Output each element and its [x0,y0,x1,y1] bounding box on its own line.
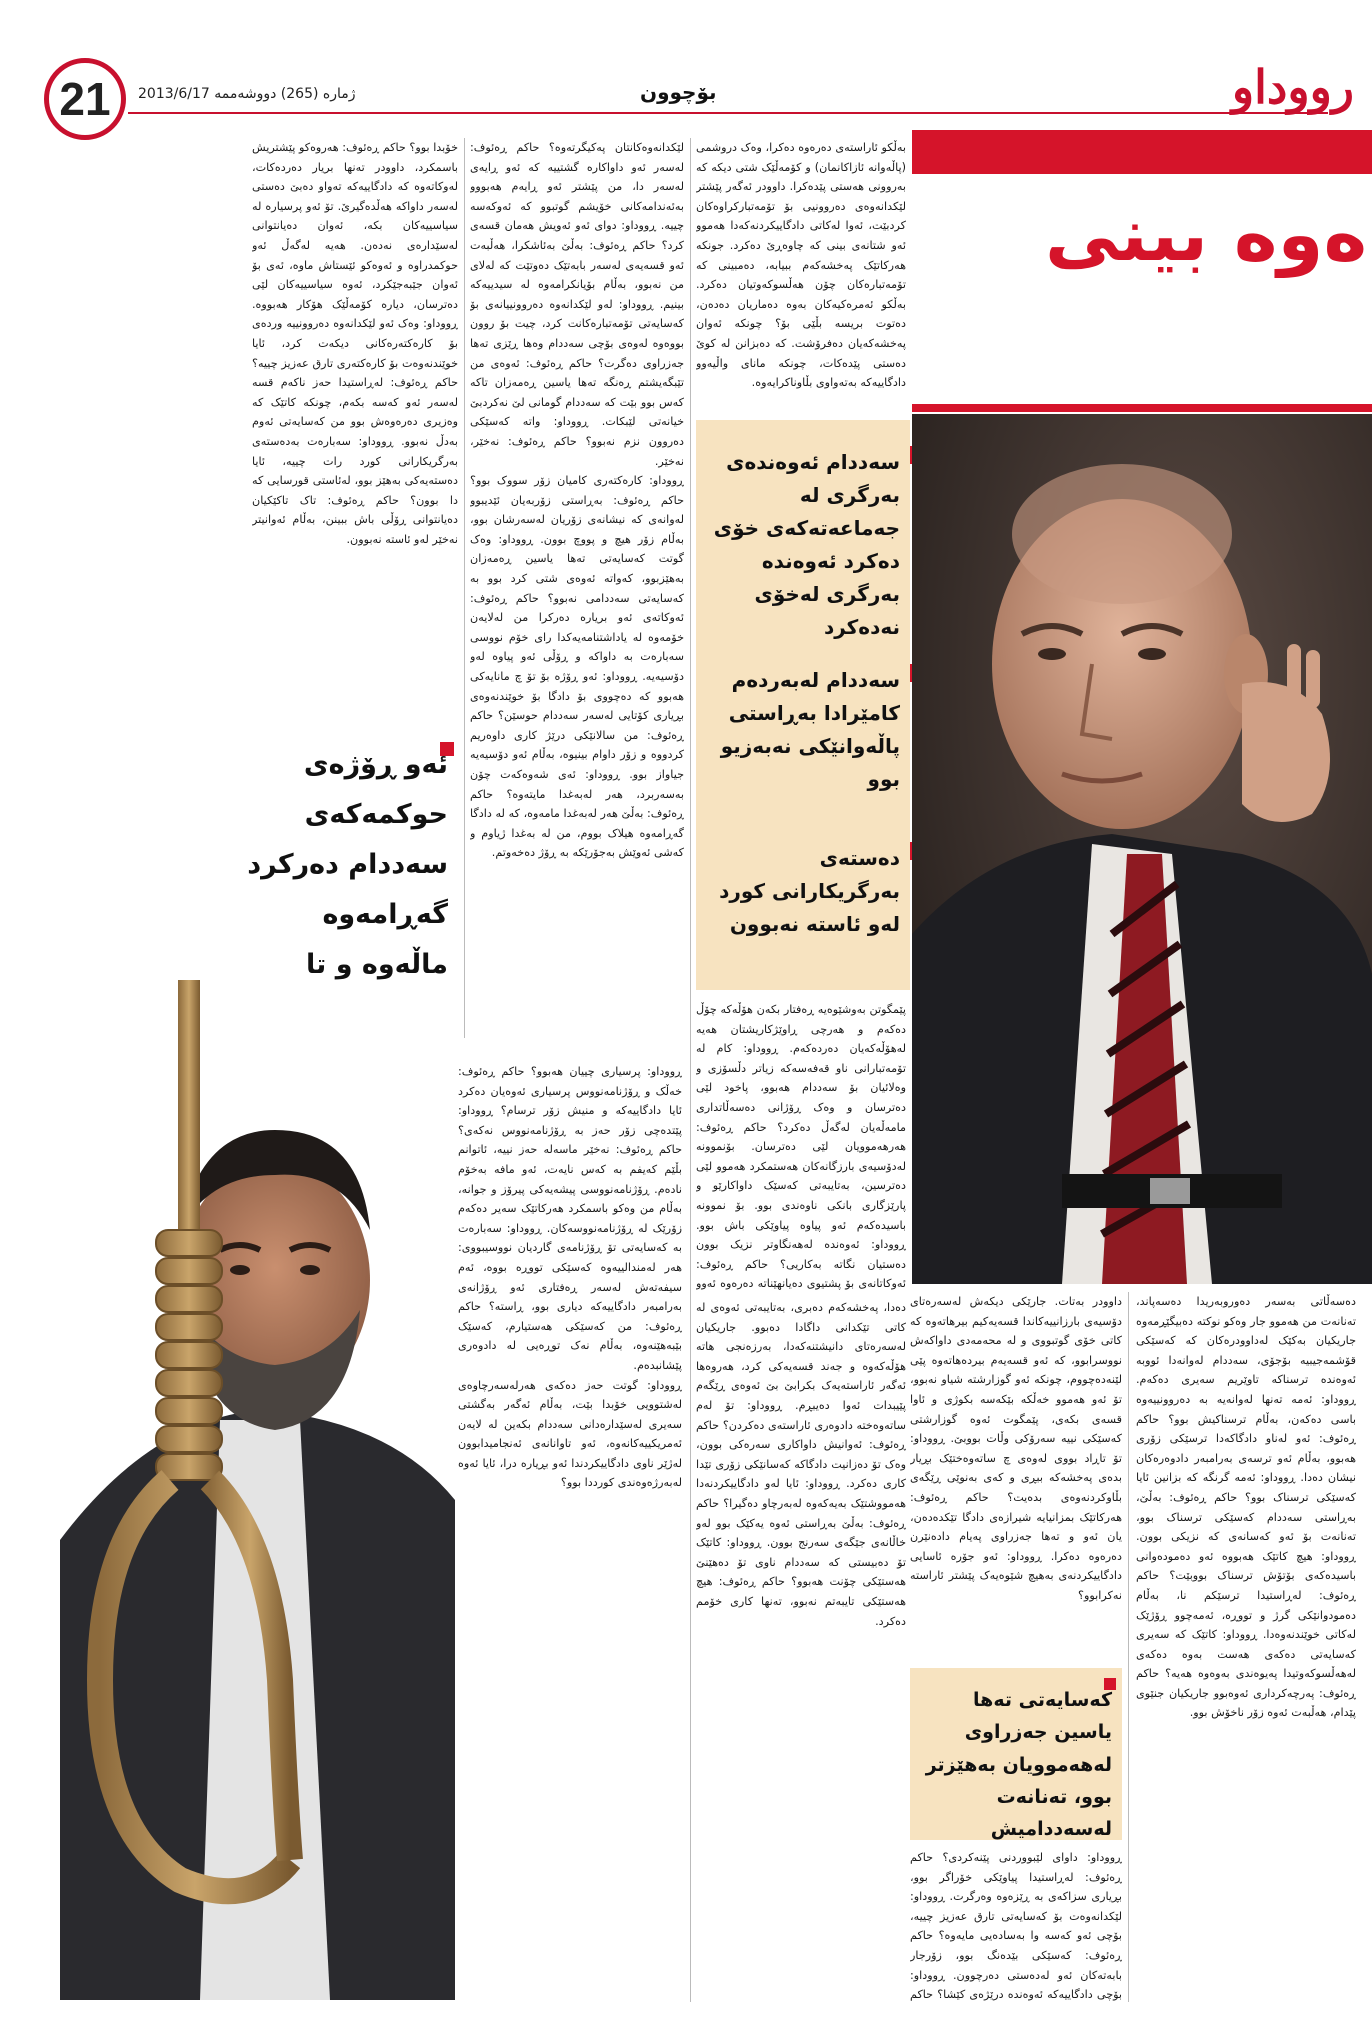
column-text: دەدا، پەخشەکەم دەبری، بەتایبەتی ئەوەی لە کاتی تێکدانی داگادا دەبوو. جاریکیان لەسەرەتای دانیشتنەکەدا، بەرزەنجی هاتە هۆڵەکەوە و جەند قسەیەکی کرد، هەروەها ئەگەر ئاراستەیەک بکرابێ بێ ئەوەی ڕێگەم پێیبدات ئەوا دەیبڕم. ڕووداو: تۆ لەم ساتەوەختە دادوەری ئاراستەی دەکردن؟ حاکم ڕەئوف: ئەوانیش داواکاری سەرەکی بوون، وەک تۆ دەزانیت دادگاکە کەسانێکی زۆری تێدا کاری دەکرد. ڕووداو: ئایا لەو دادگاییکردنەدا هەمووشتێک بەیەکەوە لەبەرچاو دەگیرا؟ حاکم ڕەئوف: بەڵێ بەڕاستی ئەوە یەکێک بوو لەو خاڵانەی جێگەی سەرنج بوون. ڕووداو: کاتێک تۆ دەبیستی کە سەددام ناوی تۆ دەهێنێ هەستێکی چۆنت هەبوو؟ حاکم ڕەئوف: هیچ هەستێکی تایبەتم نەبوو، تەنها کاری خۆمم دەکرد. [696,1301,906,1628]
issue-meta: ژماره (265) دووشەممە 2013/6/17 [138,86,356,102]
pull-quotes-box [696,420,910,990]
column-divider [464,138,465,1038]
page-number-badge [44,58,126,140]
column-text: ڕووداو: گوتت حەز دەکەی هەرلەسەرچاوەی لەشتوویی خۆبدا بێت، بەڵام ئەگەر بەگشتی سەیری لەسێدارەدانی سەددام بکەین لە لایەن ئەمریکییەکانەوە، ئەو تاوانانەی ئەنجامیدابوون لەژێر ناوی دادگاییکردندا ئەو بڕیارە درا، ئایا ئەوە لەبەرژەوەندی کورددا بوو؟ [458,1378,682,1490]
article-column [470,138,684,1058]
article-column [910,1848,1122,2004]
newspaper-logo: رووداو [1231,60,1354,114]
column-text: ڕووداو: پرسیاری چییان هەبوو؟ حاکم ڕەئوف: خەڵک و ڕۆژنامەنووس پرسیاری ئەوەیان دەکرد ئایا دادگاییەکە و منیش زۆر ترسام؟ ڕووداو: پێتدەچی زۆر حەز بە ڕۆژنامەنووس نەکەی؟ حاکم ڕەئوف: نەخێر ماسەلە حەز نییە، ئاتوانم بڵێم کەیفم بە کەس نایەت، ئەو مافە بەخۆم نادەم. ڕۆژنامەنووسی پیشەیەکی پیرۆز و جوانە، بەڵام من وەکو باسمکرد هەرکاتێک سەیر دەکەم زۆرێک لە ڕۆژنامەنووسەکان. ڕووداو: سەبارەت بە کەسایەتی تۆ ڕۆژنامەی گاردیان نووسیبووی: هەر لەمندالییەوە کەسێکی تووڕە بووە، ئەم سیفەتەش لەسەر ڕەفتاری ئەو ڕۆژانەی بەرامبەر دادگاییەکە دیاری بوو، ڕاستە؟ حاکم ڕەئوف: من کەسێکی هەستیارم، کەسێک بێبەهێنەوە، بەڵام نەک توڕەیی لە دادوەری پێشانبدەم. [458,1065,682,1372]
page-number: 21 [59,73,111,125]
article-column [910,1292,1122,1662]
red-banner [912,130,1372,174]
feature-pull-quote: ئەو ڕۆژەی حوکمەکەی سەددام دەرکرد گەڕامەوە ماڵەوە و تا [247,749,448,980]
pull-quote: سەددام لەبەردەم کامێرادا بەڕاستی پاڵەوانێکی نەبەزیو بوو [720,668,900,791]
column-text: خۆبدا بوو؟ حاکم ڕەئوف: هەروەکو پێشتریش باسمکرد، داوودر تەنها بریار دەردەکات، لەوکاتەوە کە دادگاییەکە تەواو دەبێ دەستی لەسەر داواکە هەڵدەگیرێ. تۆ ئەو پرسیارە لە سیاسییەکان بکە، ئەوان دەیانتوانی لەسێدارەی نەدەن. هەیە لەگەڵ ئەو حوکمدراوە و ئەوەکو ئێستاش ماوە، ئەی بۆ ئەوان جێبەجێکرد، ئەوە سیاسییەکان لێی دەترسان، دیارە کۆمەڵێک هۆکار هەبووە. ڕووداو: وەک ئەو لێکدانەوە دەروونییە وردەی بۆ کارەکتەرەکانی دیکەت کرد، ئایا خوێندنەوەت بۆ کارەکتەری تارق عەزیز چییە؟ حاکم ڕەئوف: لەڕاستیدا حەز ناکەم قسە لەسەر ئەو کەسە بکەم، چونکە کاتێک کە وەزیری دەرەوەش بوو من کەسایەتی ئەوم بەدڵ نەبوو. ڕووداو: سەبارەت بەدەستەی بەرگریکارانی کورد رات چییە، ئایا دەستەیەکی بەهێز بوو، لەئاستی قورسایی کە دا بوون؟ حاکم ڕەئوف: تاک تاکێکیان دەیانتوانی ڕۆڵی باش ببینن، بەڵام ئەوانیتر نەخێر لەو ئاستە نەبوون. [252,141,458,546]
column-text: لێکدانەوەکانتان پەکیگرتەوە؟ حاکم ڕەئوف: لەسەر ئەو داواکارە گشتییە کە ئەو ڕایەی لەسەر دا، من پێشتر ئەو ڕایەم هەبووو بەئەندامەکانی خۆیشم گوتبوو کە ئەوکەسە چییە. ڕووداو: دوای ئەو ئەویش هەمان قسەی کرد؟ حاکم ڕەئوف: بەڵێ بەئاشکرا، هەڵبەت ئەو قسەیەی لەسەر بابەتێک دەوتێت کە لەلای من نەبوو، بەڵام بۆیانکرامەوە لە سیدییەکە بینیم. ڕووداو: لەو لێکدانەوە دەروونییانەی بۆ کەسایەتی تۆمەتبارەکانت کرد، چیت بۆ روون بووەوە لەوەی بۆچی سەددام وەها ڕێزی تەها جەزراوی دەگرت؟ حاکم ڕەئوف: ئەوەی من تێبگەیشتم ڕەنگە تەها یاسین ڕەمەزان تاکە کەس بوو بێت کە سەددام گومانی لێ نەکردبێ خیانەتی لێبکات. ڕووداو: واتە کەسێکی دەروون نزم نەبوو؟ حاکم ڕەئوف: نەخێر، نەخێر. [470,141,684,468]
article-column [458,1062,682,2002]
column-text: ڕووداو: کارەکتەری کامیان زۆر سووک بوو؟ حاکم ڕەئوف: بەڕاستی زۆربەیان ئێدیبوو لەوانەی کە نیشانەی زۆریان لەسەرشان بوو، بەڵام زۆر هیچ و پووچ بوون. ڕووداو: وەک گوتت کەسایەتی تەها یاسین ڕەمەزان بەهێزبوو، کەواتە ئەوەی شتی کرد بوو بە کەسایەتی سەددامی نەبوو؟ حاکم ڕەئوف: ئەوکاتەی ئەو بریارە دەرکرا من لەلایەن خۆمەوە لە یاداشتنامەیەکدا رای خۆم نووسی سەبارەت بە داواکە و ڕۆڵی ئەو پیاوە لەو دۆسیەیە. ڕووداو: ئەو ڕۆژە بۆ تۆ چ مانایەکی هەبوو کە دەچووی بۆ دادگا بۆ خوێندنەوەی بڕیاری کۆتایی لەسەر سەددام حوسێن؟ حاکم ڕەئوف: من سالانێکی درێژ کاری داوەریم کردووە و زۆر داوام بینیوە، بەڵام ئەو دۆسیەیە جیاواز بوو. ڕووداو: ئەی شەوەکەت چۆن بەسەربرد، هەر لەبەغدا مایتەوە؟ حاکم ڕەئوف: بەڵێ هەر لەبەغدا مامەوە، کە لە دادگا گەڕامەوە هیلاک بووم، من لە بەغدا ژیاوم و کەشی ئەوێش بەجۆرێکە بە ڕۆژ دەخەوتم. [470,474,684,860]
pull-quote: دەستەی بەرگریکارانی کورد لەو ئاستە نەبوون [719,846,900,936]
column-divider [690,138,691,2002]
column-divider [1128,1292,1129,2002]
column-text: بەڵکو ئاراستەی دەرەوە دەکرا، وەک دروشمی (پاڵەوانە ئازاکانمان) و کۆمەڵێک شتی دیکە کە بەروونی هەستی پێدەکرا. داوودر ئەگەر پێشتر لێکدانەوەی دەروونیی بۆ تۆمەتبارکراوەکان کردبێت، ئەوا لەکاتی دادگاییکردنەکەدا هەموو ئەو شتانەی بینی کە چاوەڕێ دەکرد. جونکە هەرکاتێک پەخشەکەم ببیابە، دەمبینی کە تۆمەتبارەکان چۆن هەڵسوکەوتیان دەکرد. بەڵکو ئەمرەکیەکان بەوە دەماریان دەدەن، دەتوت بریسە بڵێی بۆ؟ چونکە ئەوان پەخشەکەیان دەفرۆشت. کە دەبزانن لە کوێ دەستی پێدەکات، چونکە ماناى واڵیەوو دادگاییەکە بەتەواوی بڵاوناکرایەوە. [696,141,906,390]
noose-photo [60,980,455,2000]
column-text: داوودر بەتات. جارێکی دیکەش لەسەرەتای دۆسیەی بارزانییەکاندا قسەیەکیم بیرهاتەوە کە کاتی خۆی گوتبووی و لە محەمەدی داواکەش نووسرابوو، کە ئەو قسەیەم بیردەهاتەوە پێی لێنەدەچووم، چونکە ئەو گوزارشتە شیاو نەبوو، تۆ ئەو هەموو خەڵکە بێکەسە بکوژی و ئاوا قسەی بکەی، پێمگوت ئەوە گوزارشتی کەسێکی نییە سەرۆکی وڵات بووبێ. ڕووداو: تۆ تاڕاد بووی لەوەی چ ساتەوەختێک بڕیار بدەی پەخشەکە ببڕی و کەی بەنوێی ڕێگەی بڵاوکردنەوەی بدەیت؟ حاکم ڕەئوف: هەرکاتێک بمزانیایە شیرازەی دادگا تێکدەدەن، یان ئەو و تەها جەزراوی پەیام دادەنێرن دەرەوە دەکرا. ڕووداو: ئەو جۆرە ئاسایی دادگاییکردنەی بەهیچ شێوەیەک پێشتر ئاراستە نەکرابوو؟ [910,1295,1122,1602]
section-title: بۆچوون [640,80,717,104]
headline: ەوە بینی [1045,192,1368,278]
pull-quote-box [910,1668,1122,1840]
article-column [696,138,906,416]
article-column [252,138,458,718]
pull-quote: کەسایەتی تەها یاسین جەزراوی لەهەموویان بەهێزتر بوو، تەنانەت لەسەددامیش [925,1689,1112,1841]
interviewee-photo [912,414,1372,1284]
column-text: پێمگوتن بەوشێوەیە ڕەفتار بکەن هۆڵەکە چۆڵ دەکەم و هەرچی ڕاوێژکاریشتان هەیە لەهۆڵەکەیان دەردەکەم. ڕووداو: کام لە تۆمەتبارانی ناو قەفەسەکە زیاتر دڵسۆزی و وەلائیان بۆ سەددام هەبوو، پاخود لێی دەترسان و وەک ڕۆژانی دەسەڵاتداری مامەڵەیان لەگەڵ دەکرد؟ حاکم ڕەئوف: هەرهەموویان لێی دەترسان. بۆنموونە لەدۆسیەی بارزگانەکان هەستمکرد هەموو لێی دەترسین، بەتایبەتی کەسێک داواکارێو و پارێزگاری بانکی ناوەندی بوو. بۆ نموونە باسیدەکەم ئەو پیاوە پیاوێکی باش بوو. ڕووداو: ئەوەندە لەهەنگاوتر نزیک بوون دەستیان نگاتە بەکاریی؟ حاکم ڕەئوف: ئەوکاتانەی بۆ پشتیوی دەیانهێناتە دەرەوە ئەوو [696,1003,906,1290]
noose-illustration [60,980,455,2000]
article-column [696,1298,906,2002]
interviewee-illustration [912,414,1372,1284]
pull-quote: سەددام ئەوەندەی بەرگری لە جەماعەتەکەی خۆی دەکرد ئەوەندە بەرگری لەخۆی نەدەکرد [713,450,900,639]
red-divider [912,404,1372,412]
column-text: دەسەڵاتی بەسەر دەوروبەریدا دەسەپاند، تەنانەت من هەموو جار وەکو نوکتە دەبیگێڕمەوە جاریکیان بەکێک لەداوودرەکان کە کەسێکی قۆشمەجیبیە بۆجۆی، سەددام لەوانەدا ئووبە ئەوەندە ترسناکە تاوێریم سەیری دەکەم. ڕووداو: ئەمە تەنها لەوانەیە بە دەروونییەوە باسی دەکەن، بەڵام ترسناکیش بوو؟ حاکم ڕەئوف: ئەو لەناو دادگاکەدا ترسێکی زۆری هەبوو، بەڵام ئەو ترسەی بەرامبەر دادوەرەکان نیشان دەدا. ڕووداو: ئەمە گرنگە کە بزانین ئایا کەسێکی ترسناک بوو؟ حاکم ڕەئوف: بەڵێ، بەڕاستی سەددام کەسێکی ترسناک بوو، تەنانەت بۆ ئەو کەسانەی کە نزیکی بوون. ڕووداو: هیچ کاتێک هەبووە ئەو دەمودەوانی باسیدەکەی بۆتۆش ترسناک بووبێت؟ حاکم ڕەئوف: لەڕاستیدا ترسێکم نا، بەڵام دەمودوانێکی گرژ و تووڕە، ئەمەچوو ڕۆژێک لەکاتی خوێندنەوەدا. ڕووداو: کاتێک کە سەیری کەسایەتی دەکەی هەست بەوە دەکەی لەهەڵسوکەوتیدا پەیوەندی بەوەوە هەیە؟ حاکم ڕەئوف: پەرچەکرداری ئەوەبوو جاریکیان جنێوی پێدام، هەڵبەت ئەوە زۆر ناخۆش بوو. [1136,1295,1356,1720]
header-rule [128,112,1328,114]
article-column [696,1000,906,1290]
article-column [1136,1292,1356,2002]
column-text: ڕووداو: داوای لێبووردنی پێنەکردی؟ حاکم ڕەئوف: لەڕاستیدا پیاوێکی خۆراگر بوو، بڕیاری سزاکەی بە ڕێزەوە وەرگرت. ڕووداو: لێکدانەوەت بۆ کەسایەتی تارق عەزیز چییە، بۆچی ئەو کەسە وا بەسادەیی مایەوە؟ حاکم ڕەئوف: کەسێکی بێدەنگ بوو، زۆرجار بابەتەکان ئەو لەدەستی دەرچوون. ڕووداو: بۆچی دادگاییەکە ئەوەندە درێژەی کێشا؟ حاکم [910,1851,1122,2002]
